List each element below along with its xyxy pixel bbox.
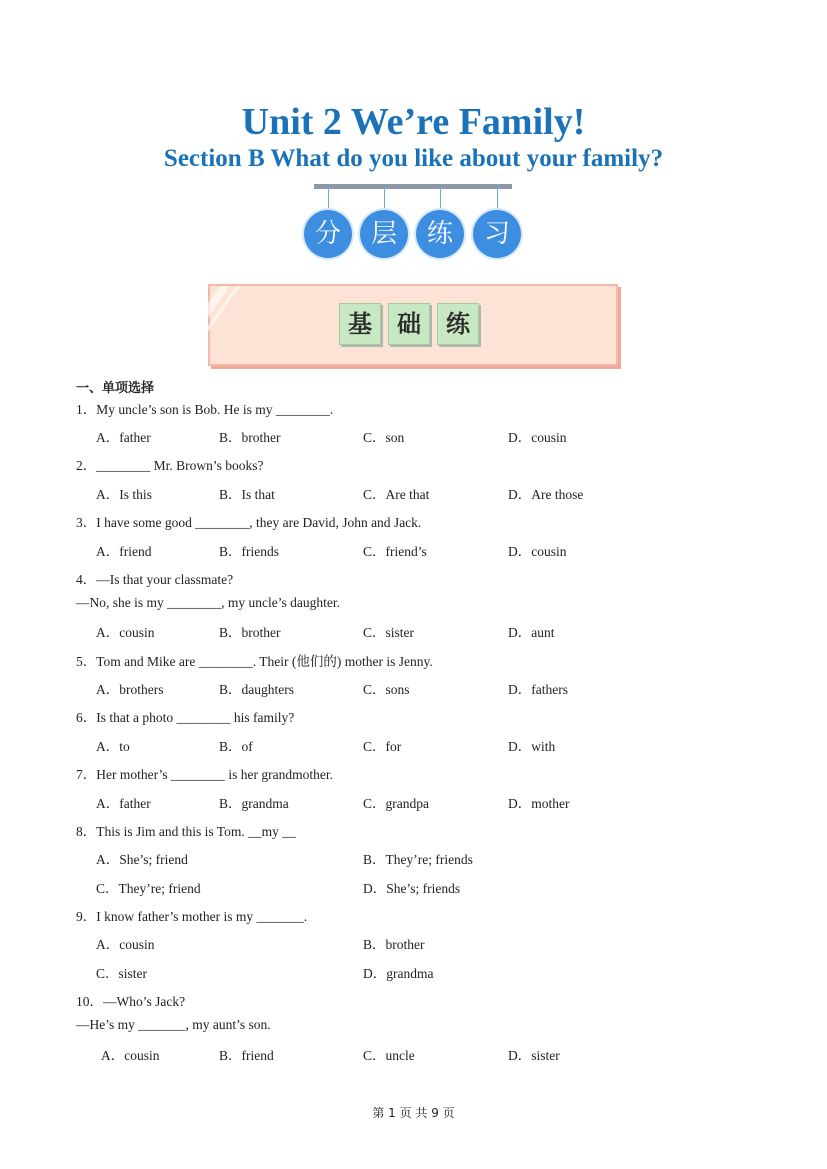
option-d: D．sister: [508, 1048, 560, 1063]
question-stem: 8．This is Jim and this is Tom. __my __: [76, 824, 296, 839]
option-b: B．Is that: [219, 487, 275, 502]
option-c: C．for: [363, 739, 402, 754]
option-b: B．brother: [219, 430, 281, 445]
basic-practice-banner: [208, 284, 618, 366]
question-stem: 9．I know father’s mother is my _______.: [76, 909, 308, 924]
question-stem: 4．—Is that your classmate?: [76, 572, 234, 587]
option-b: B．friends: [219, 544, 279, 559]
question-stem: 2．________ Mr. Brown’s books?: [76, 458, 264, 473]
section-subtitle: Section B What do you like about your family?: [163, 145, 664, 172]
option-b: B．friend: [219, 1048, 274, 1063]
banner-char-2: 础: [388, 303, 430, 345]
option-a: A．Is this: [96, 487, 152, 502]
option-c: C．They’re; friend: [96, 881, 201, 896]
option-c: C．uncle: [363, 1048, 415, 1063]
circle-char-2: 层: [360, 210, 408, 258]
option-d: D．aunt: [508, 625, 555, 640]
hanger-bar: [314, 184, 512, 189]
option-d: D．She’s; friends: [363, 881, 461, 896]
question-stem: 6．Is that a photo ________ his family?: [76, 710, 295, 725]
banner-stripe: [165, 286, 230, 364]
option-d: D．grandma: [363, 966, 434, 981]
question-stem: 5．Tom and Mike are ________. Their (他们的) mother is Jenny.: [76, 654, 433, 669]
option-c: C．sons: [363, 682, 410, 697]
option-c: C．sister: [363, 625, 415, 640]
option-a: A．father: [96, 796, 151, 811]
option-c: C．sister: [96, 966, 148, 981]
question-stem-line2: —He’s my _______, my aunt’s son.: [76, 1017, 271, 1032]
option-d: D．fathers: [508, 682, 568, 697]
option-b: B．of: [219, 739, 253, 754]
question-stem: 1．My uncle’s son is Bob. He is my ________.: [76, 402, 334, 417]
option-d: D．mother: [508, 796, 570, 811]
question-stem-line2: —No, she is my ________, my uncle’s daughter.: [76, 595, 340, 610]
hanger-thread: [497, 188, 498, 212]
option-b: B．brother: [219, 625, 281, 640]
banner-char-3: 练: [437, 303, 479, 345]
option-d: D．cousin: [508, 544, 567, 559]
option-a: A．to: [96, 739, 130, 754]
section-heading: 一、单项选择: [76, 381, 155, 396]
option-b: B．brother: [363, 937, 425, 952]
option-d: D．cousin: [508, 430, 567, 445]
question-stem: 7．Her mother’s ________ is her grandmother.: [76, 767, 333, 782]
option-a: A．brothers: [96, 682, 164, 697]
banner-char-1: 基: [339, 303, 381, 345]
question-stem: 10．—Who’s Jack?: [76, 994, 186, 1009]
option-a: A．father: [96, 430, 151, 445]
page-footer: 第 1 页 共 9 页: [372, 1106, 455, 1120]
option-b: B．grandma: [219, 796, 289, 811]
option-c: C．Are that: [363, 487, 430, 502]
option-a: A．cousin: [96, 937, 155, 952]
option-c: C．son: [363, 430, 405, 445]
hanger-thread: [328, 188, 329, 212]
option-d: D．Are those: [508, 487, 584, 502]
circle-char-1: 分: [304, 210, 352, 258]
option-c: C．grandpa: [363, 796, 429, 811]
option-a: A．friend: [96, 544, 152, 559]
option-a: A．She’s; friend: [96, 852, 188, 867]
option-a: A．cousin: [101, 1048, 160, 1063]
option-d: D．with: [508, 739, 556, 754]
circle-char-3: 练: [416, 210, 464, 258]
option-b: B．daughters: [219, 682, 294, 697]
option-b: B．They’re; friends: [363, 852, 473, 867]
hanger-thread: [440, 188, 441, 212]
hanger-thread: [384, 188, 385, 212]
question-stem: 3．I have some good ________, they are David, John and Jack.: [76, 515, 422, 530]
option-a: A．cousin: [96, 625, 155, 640]
option-c: C．friend’s: [363, 544, 427, 559]
circle-char-4: 习: [473, 210, 521, 258]
unit-title: Unit 2 We’re Family!: [241, 101, 586, 143]
